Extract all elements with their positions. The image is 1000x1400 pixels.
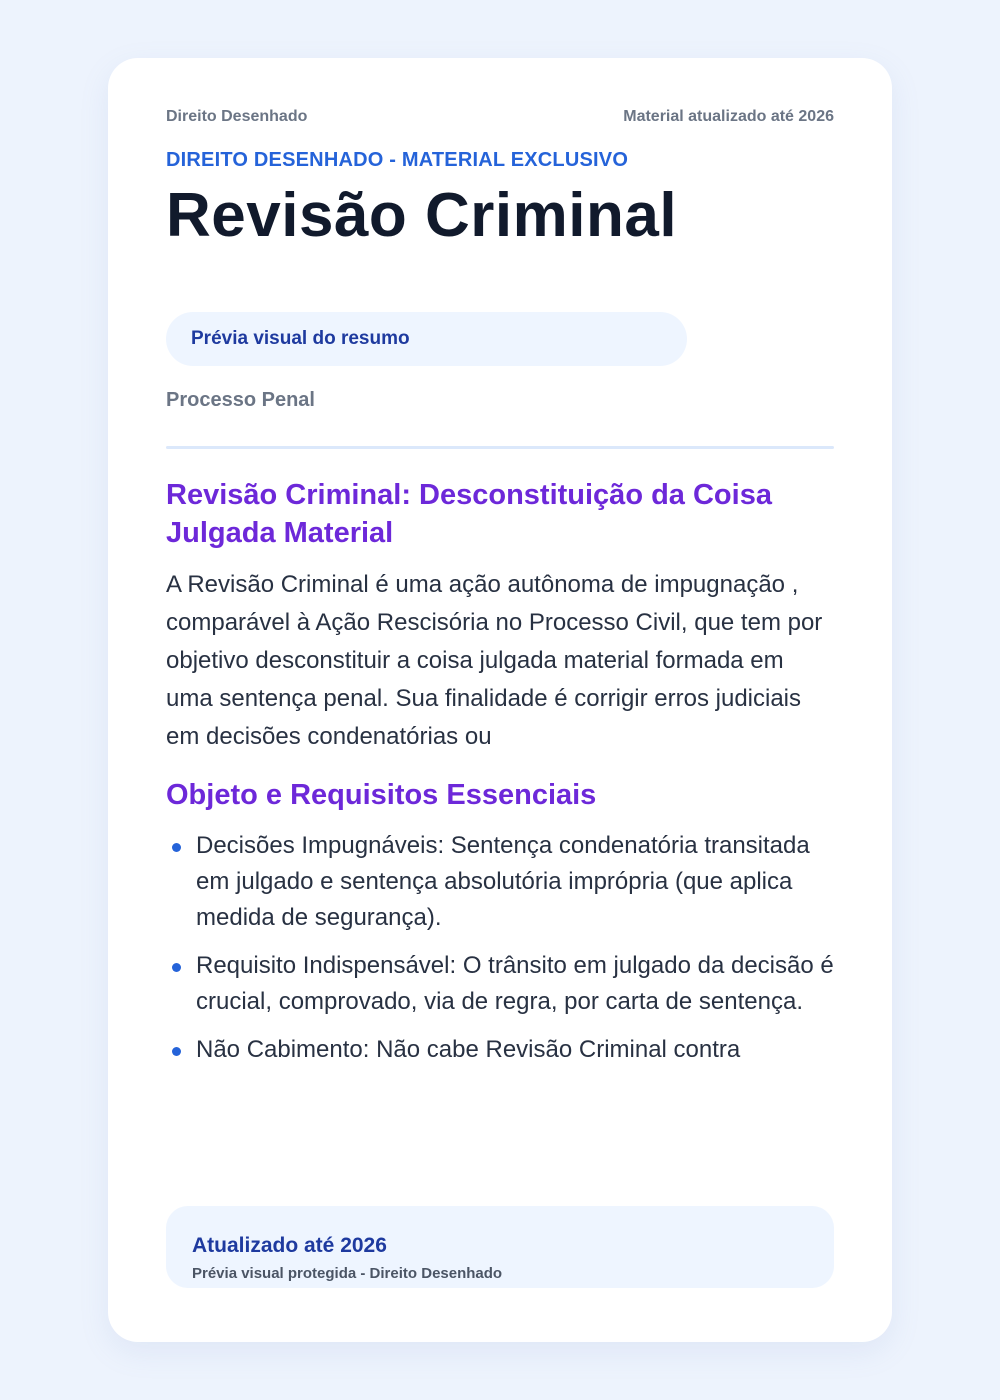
list-item bbox=[166, 948, 834, 1020]
bullet-icon bbox=[172, 1047, 181, 1056]
top-bar bbox=[166, 108, 834, 126]
intro-paragraph: A Revisão Criminal é uma ação autônoma de impugnação , comparável à Ação Rescisória no Processo Civil, que tem por objetivo desconstituir a coisa julgada material formada em uma sentença penal. Sua finalidade é corrigir erros judiciais em decisões condenatórias ou bbox=[166, 571, 823, 750]
bullet-icon bbox=[172, 843, 181, 852]
section-divider bbox=[166, 446, 834, 449]
bullet-icon bbox=[172, 963, 181, 972]
eyebrow-label: DIREITO DESENHADO - MATERIAL EXCLUSIVO bbox=[166, 149, 629, 171]
summary-card bbox=[108, 58, 892, 1342]
brand-label: Direito Desenhado bbox=[166, 108, 308, 125]
section-heading-intro: Revisão Criminal: Desconstituição da Coisa Julgada Material bbox=[166, 479, 772, 549]
list-item bbox=[166, 1032, 834, 1068]
subject-label: Processo Penal bbox=[166, 389, 315, 411]
preview-pill bbox=[166, 312, 687, 366]
section-heading-requirements: Objeto e Requisitos Essenciais bbox=[166, 779, 597, 811]
card-content bbox=[166, 58, 834, 1342]
list-item-text: Decisões Impugnáveis: Sentença condenatória transitada em julgado e sentença absolutória imprópria (que aplica medida de segurança). bbox=[196, 832, 810, 931]
list-item bbox=[166, 828, 834, 936]
preview-pill-label: Prévia visual do resumo bbox=[191, 328, 410, 349]
footer-title: Atualizado até 2026 bbox=[192, 1234, 387, 1257]
updated-note: Material atualizado até 2026 bbox=[623, 108, 834, 125]
requirements-list bbox=[166, 828, 834, 1068]
list-item-text: Não Cabimento: Não cabe Revisão Criminal contra bbox=[196, 1036, 741, 1063]
list-item-text: Requisito Indispensável: O trânsito em julgado da decisão é crucial, comprovado, via de regra, por carta de sentença. bbox=[196, 952, 834, 1015]
page-title: Revisão Criminal bbox=[166, 181, 678, 250]
footer-subtitle: Prévia visual protegida - Direito Desenhado bbox=[192, 1265, 503, 1282]
footer-box bbox=[166, 1206, 834, 1288]
summary-content bbox=[166, 476, 834, 1106]
